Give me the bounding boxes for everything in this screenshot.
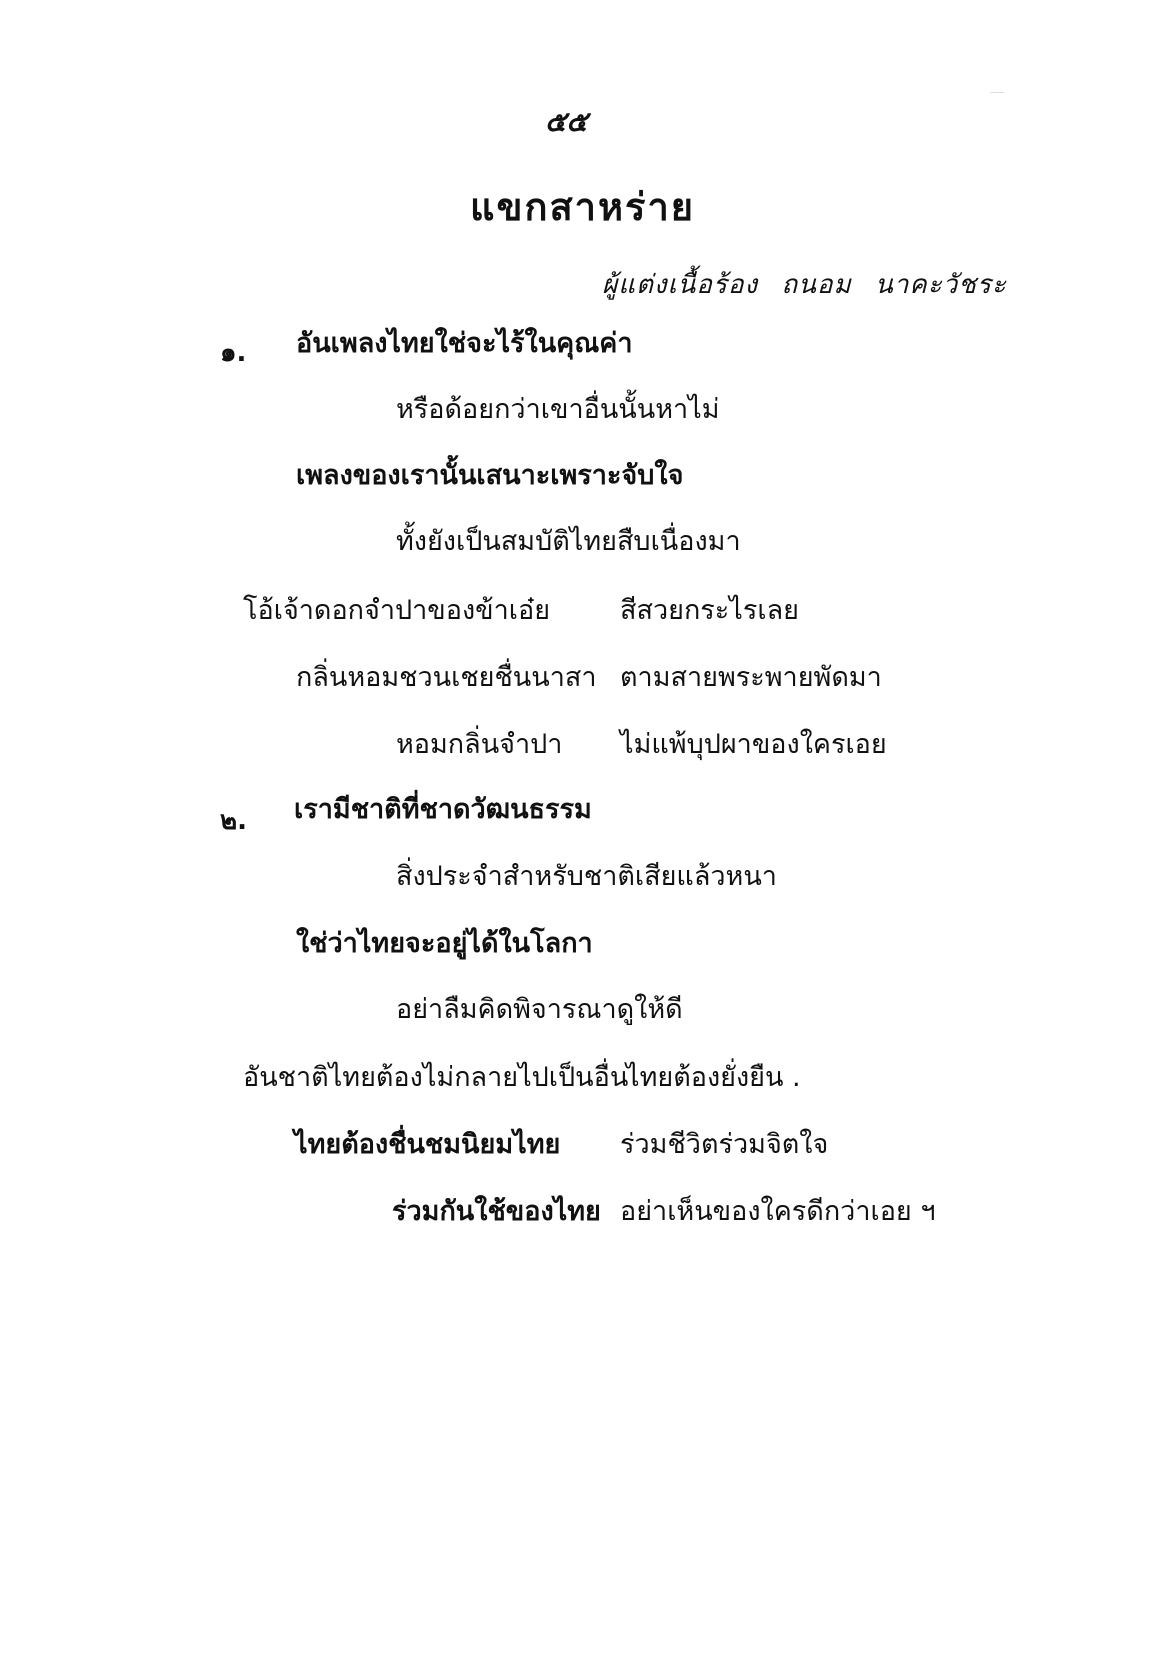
verse1-line-3: เพลงของเรานั้นเสนาะเพราะจับใจ (296, 460, 684, 491)
verse1-couplet-3-right: ไม่แพ้บุปผาของใครเอย (620, 729, 887, 760)
verse-number-1: ๑. (220, 338, 247, 368)
verse1-line-2: หรือด้อยกว่าเขาอื่นนั้นหาไม่ (396, 394, 720, 425)
verse1-couplet-2-left: กลิ่นหอมชวนเชยชื่นนาสา (296, 662, 597, 693)
verse2-couplet-2-left: ไทยต้องชื่นชมนิยมไทย (294, 1129, 561, 1160)
verse1-line-1: อันเพลงไทยใช่จะไร้ในคุณค่า (296, 328, 633, 359)
verse1-couplet-1-right: สีสวยกระไรเลย (620, 595, 799, 626)
verse1-couplet-2-right: ตามสายพระพายพัดมา (620, 662, 882, 693)
verse2-line-4: อย่าลืมคิดพิจารณาดูให้ดี (396, 994, 683, 1025)
verse-number-2: ๒. (220, 806, 248, 836)
scan-speck (990, 92, 1004, 101)
page-number: ๕๕ (545, 105, 588, 138)
verse2-line-2: สิ่งประจำสำหรับชาติเสียแล้วหนา (396, 861, 777, 892)
verse1-line-4: ทั้งยังเป็นสมบัติไทยสืบเนื่องมา (396, 526, 741, 557)
verse2-couplet-1-right: ไทยต้องยั่งยืน . (626, 1062, 801, 1093)
author-first-name: ถนอม (781, 270, 852, 300)
verse2-line-3: ใช่ว่าไทยจะอยู่ได้ในโลกา (296, 928, 593, 959)
verse1-couplet-3-left: หอมกลิ่นจำปา (396, 729, 563, 760)
song-title: แขกสาหร่าย (470, 185, 696, 229)
author-credit (602, 272, 1007, 298)
verse2-couplet-3-right: อย่าเห็นของใครดีกว่าเอย ฯ (620, 1196, 936, 1227)
verse2-couplet-3-left: ร่วมกันใช้ของไทย (392, 1196, 601, 1227)
verse2-couplet-1-left: อันชาติไทยต้องไม่กลายไปเป็นอื่น (243, 1062, 629, 1093)
author-label: ผู้แต่งเนื้อร้อง (602, 270, 759, 300)
verse2-line-1: เรามีชาติที่ชาดวัฒนธรรม (294, 794, 592, 825)
verse1-couplet-1-left: โอ้เจ้าดอกจำปาของข้าเอ๋ย (243, 595, 551, 626)
verse2-couplet-2-right: ร่วมชีวิตร่วมจิตใจ (620, 1129, 829, 1160)
author-last-name: นาคะวัชระ (874, 270, 1007, 300)
